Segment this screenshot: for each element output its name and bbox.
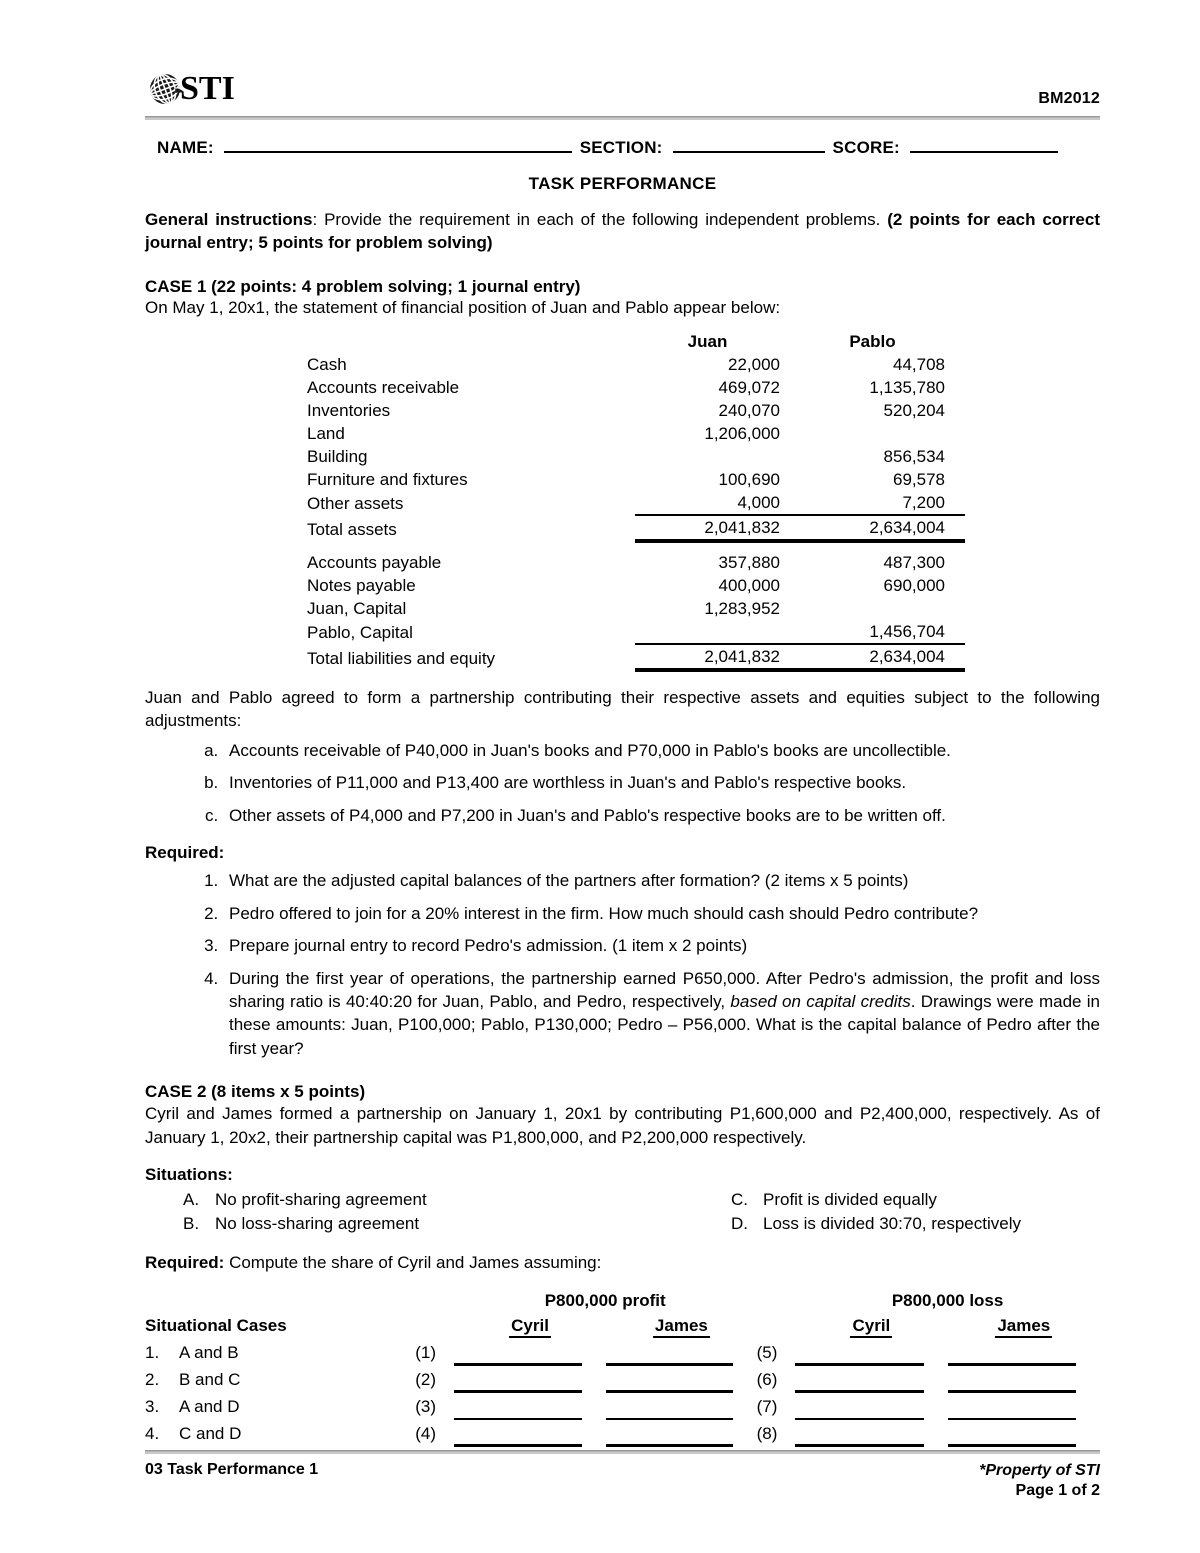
general-instructions-text: : Provide the requirement in each of the following independent problems. [312,210,888,229]
table-total-row [305,644,965,670]
sti-logo [145,68,235,110]
header-divider [145,116,1100,120]
row-label: Furniture and fixtures [307,469,468,489]
answer-table-group-header-row [145,1289,1100,1313]
row-number: 3. [145,1396,160,1416]
answer-blank-6-james[interactable] [948,1366,1100,1393]
situational-case-cell [145,1420,415,1447]
situational-case-cell [145,1366,415,1393]
situation-text: No profit-sharing agreement [215,1190,427,1210]
row-value-juan: 1,283,952 [704,598,780,618]
list-item: c. Other assets of P4,000 and P7,200 in Juan's and Pablo's respective books are to be written off. [223,804,1100,827]
row-value-pablo [800,422,965,445]
requirement4-italic: based on capital credits [730,991,911,1011]
row-label: Accounts receivable [307,377,460,397]
row-label: Accounts payable [307,552,442,572]
table-row [305,620,965,644]
situational-case-cell [145,1339,415,1366]
case1-financial-table [305,330,965,672]
situation-text: Profit is divided equally [763,1190,937,1210]
row-value-juan: 4,000 [635,491,800,515]
list-item: b. Inventories of P11,000 and P13,400 are worthless in Juan's and Pablo's respective books. [223,771,1100,794]
table-row [305,597,965,620]
row-label: Juan, Capital [307,598,407,618]
sti-logo-text: STI [180,70,235,107]
column-header-juan: Juan [687,331,728,351]
row-case: A and B [179,1342,239,1362]
answer-ref-8: (8) [756,1423,778,1443]
row-case: B and C [179,1369,241,1389]
case2-required-label: Required: [145,1252,225,1272]
table-header-row [305,330,965,353]
list-item: 1. What are the adjusted capital balances of the partners after formation? (2 items x 5 points) [223,869,1100,892]
row-number: 2. [145,1369,160,1389]
case2-situations-label: Situations: [145,1165,233,1185]
sti-globe-logo-icon [145,69,185,109]
list-item: a. Accounts receivable of P40,000 in Juan's books and P70,000 in Pablo's books are uncollectible. [223,739,1100,762]
course-code: BM2012 [1038,90,1100,107]
loss-group-header: P800,000 loss [891,1290,1004,1310]
row-value-pablo: 690,000 [883,575,945,595]
table-row [145,1339,1100,1366]
situational-case-cell [145,1393,415,1420]
row-label: Inventories [307,400,391,420]
column-header-pablo: Pablo [849,331,896,351]
answer-ref-3: (3) [415,1396,437,1416]
row-value-juan: 2,041,832 [635,515,800,541]
case1-intro: On May 1, 20x1, the statement of financial position of Juan and Pablo appear below: [145,297,781,317]
row-number: 1. [145,1342,160,1362]
answer-ref-6: (6) [756,1369,778,1389]
profit-group-header: P800,000 profit [544,1290,666,1310]
list-item: 2. Pedro offered to join for a 20% interest in the firm. How much should cash should Pedro contribute? [223,902,1100,925]
document-header [145,60,1100,110]
row-value-pablo: 44,708 [893,354,945,374]
answer-blank-8-cyril[interactable] [795,1420,947,1447]
row-label: Notes payable [307,575,416,595]
table-total-row [305,515,965,541]
table-spacer [305,541,965,551]
case2-heading: CASE 2 (8 items x 5 points) [145,1082,366,1102]
list-item [223,967,1100,1061]
table-row [305,376,965,399]
name-input-blank[interactable] [224,138,572,153]
situation-item-d [731,1212,1100,1236]
row-number: 4. [145,1423,160,1443]
table-row [305,445,965,468]
answer-blank-6-cyril[interactable] [795,1366,947,1393]
general-instructions-label: General instructions [145,210,313,229]
row-case: A and D [179,1396,240,1416]
row-value-juan: 240,070 [718,400,780,420]
row-value-juan: 100,690 [718,469,780,489]
row-value-juan [635,620,800,644]
answer-blank-5-james[interactable] [948,1339,1100,1366]
footer-right [979,1461,1100,1501]
answer-blank-8-james[interactable] [948,1420,1100,1447]
column-header-label: Cyril [850,1316,892,1338]
row-value-pablo [800,597,965,620]
table-row [305,574,965,597]
table-row [305,422,965,445]
identity-row [145,138,1100,158]
section-label: SECTION: [579,138,663,157]
row-value-pablo: 1,456,704 [800,620,965,644]
answer-blank-4-james[interactable] [606,1420,756,1447]
row-value-juan: 2,041,832 [635,644,800,670]
answer-blank-2-cyril[interactable] [454,1366,606,1393]
answer-ref-5: (5) [756,1342,778,1362]
name-label: NAME: [157,138,214,157]
column-header-loss-james [948,1313,1100,1339]
column-header-profit-james [606,1313,756,1339]
answer-blank-2-james[interactable] [606,1366,756,1393]
column-header-label: Cyril [509,1316,551,1338]
table-row [145,1366,1100,1393]
footer-divider [145,1450,1100,1454]
row-value-pablo: 1,135,780 [869,377,945,397]
answer-table-column-header-row [145,1313,1100,1339]
document-footer [145,1450,1100,1501]
row-label: Land [307,423,345,443]
answer-blank-7-cyril[interactable] [795,1393,947,1420]
case2-intro: Cyril and James formed a partnership on January 1, 20x1 by contributing P1,600,000 and P2,400,000, respectively. As of January 1, 20x2, their partnership capital was P1,800,000, and P2,200,000 respectively. [145,1104,1100,1147]
situation-text: No loss-sharing agreement [215,1214,420,1234]
table-row [145,1393,1100,1420]
row-value-pablo: 487,300 [883,552,945,572]
situation-key: C. [731,1190,748,1210]
page-title: TASK PERFORMANCE [528,174,717,193]
situation-key: A. [183,1190,200,1210]
column-header-label: James [995,1316,1052,1338]
row-value-juan [635,445,800,468]
answer-ref-1: (1) [415,1342,437,1362]
row-label: Other assets [307,493,404,513]
general-instructions-points: (2 points for each correct journal entry; 5 points for problem solving) [145,210,1100,253]
row-value-juan: 469,072 [718,377,780,397]
column-header-profit-cyril [454,1313,606,1339]
requirement4-part1: During the first year of operations, the partnership earned P650,000. After Pedro's admission, the profit and loss sharing ratio is 40:40:20 for Juan, Pablo, and Pedro, respectively, [229,968,1100,1011]
row-value-juan: 22,000 [728,354,780,374]
table-row [145,1420,1100,1447]
section-input-blank[interactable] [673,138,825,153]
case1-heading: CASE 1 (22 points: 4 problem solving; 1 journal entry) [145,276,581,296]
footer-property-notice: *Property of STI [979,1462,1100,1479]
row-value-pablo: 69,578 [893,469,945,489]
answer-ref-2: (2) [415,1369,437,1389]
case2-answer-table [145,1289,1100,1447]
case2-situations-grid [145,1188,1100,1236]
row-value-juan: 1,206,000 [704,423,780,443]
requirement4-part2: . Drawings were made in these amounts: Juan, P100,000; Pablo, P130,000; Pedro – P56,000. What is the capital balance of Pedro after the first year? [229,991,1101,1058]
table-row [305,353,965,376]
situation-key: B. [183,1214,200,1234]
table-row [305,399,965,422]
answer-blank-3-james[interactable] [606,1393,756,1420]
footer-page-number: Page 1 of 2 [1015,1482,1100,1499]
row-label: Cash [307,354,347,374]
answer-blank-7-james[interactable] [948,1393,1100,1420]
case1-required-label: Required: [145,843,225,863]
case1-agreement-paragraph: Juan and Pablo agreed to form a partnership contributing their respective assets and equities subject to the following adjustments: [145,687,1100,731]
table-row [305,491,965,515]
row-value-pablo: 2,634,004 [800,515,965,541]
situation-key: D. [731,1214,748,1234]
column-header-loss-cyril [795,1313,947,1339]
answer-blank-4-cyril[interactable] [454,1420,606,1447]
row-value-pablo: 856,534 [883,446,945,466]
case1-adjustments-list [145,739,1100,827]
answer-blank-1-cyril[interactable] [454,1339,606,1366]
row-case: C and D [179,1423,242,1443]
row-value-juan: 357,880 [718,552,780,572]
situation-text: Loss is divided 30:70, respectively [763,1214,1021,1234]
situation-item-c [731,1188,1100,1212]
row-value-pablo: 2,634,004 [800,644,965,670]
case1-requirements-list [145,869,1100,1060]
situation-item-b [183,1212,731,1236]
row-value-juan: 400,000 [718,575,780,595]
row-label: Total assets [307,519,397,539]
answer-blank-1-james[interactable] [606,1339,756,1366]
row-label: Total liabilities and equity [307,648,496,668]
answer-ref-7: (7) [756,1396,778,1416]
situational-cases-header: Situational Cases [145,1315,287,1335]
case2-required-line [145,1253,1100,1273]
table-row [305,551,965,574]
score-label: SCORE: [832,138,900,157]
case2-required-text: Compute the share of Cyril and James assuming: [224,1252,602,1272]
footer-document-name: 03 Task Performance 1 [145,1461,319,1478]
situation-item-a [183,1188,731,1212]
general-instructions [145,208,1100,255]
column-header-label: James [653,1316,710,1338]
row-label: Pablo, Capital [307,622,413,642]
score-input-blank[interactable] [910,138,1058,153]
row-label: Building [307,446,368,466]
table-row [305,468,965,491]
list-item: 3. Prepare journal entry to record Pedro's admission. (1 item x 2 points) [223,934,1100,957]
answer-blank-5-cyril[interactable] [795,1339,947,1366]
row-value-pablo: 520,204 [883,400,945,420]
row-value-pablo: 7,200 [800,491,965,515]
answer-ref-4: (4) [415,1423,437,1443]
answer-blank-3-cyril[interactable] [454,1393,606,1420]
